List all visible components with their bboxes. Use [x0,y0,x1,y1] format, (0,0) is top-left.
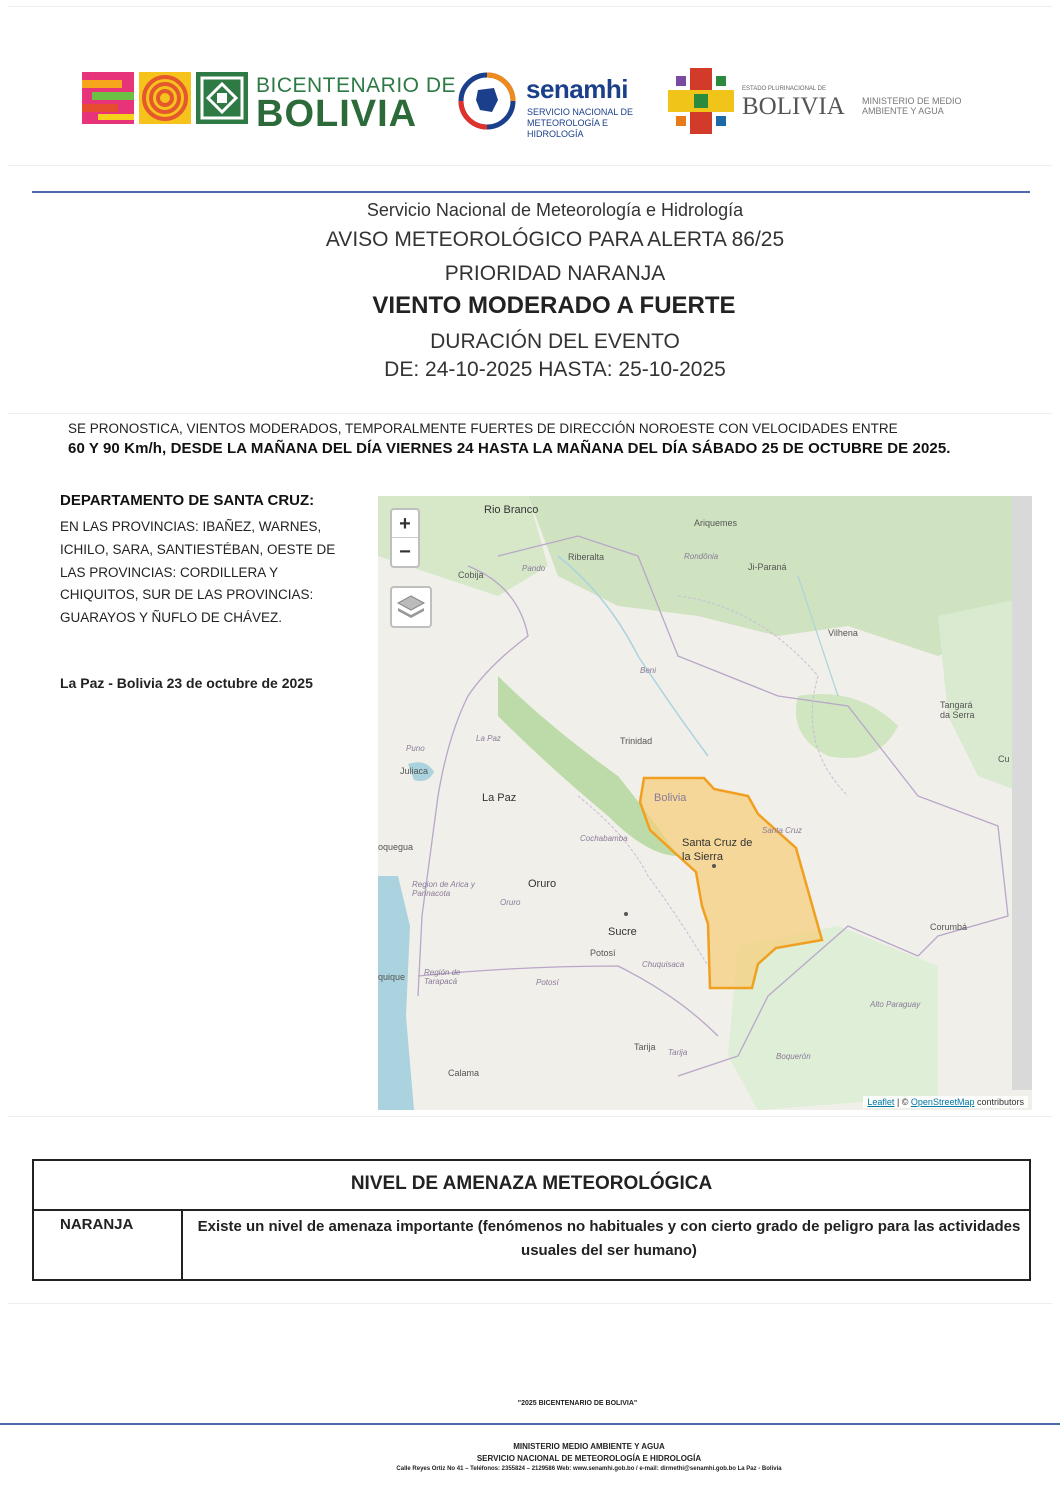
estado-small-label: ESTADO PLURINACIONAL DE [742,86,827,92]
forecast-text: SE PRONOSTICA, VIENTOS MODERADOS, TEMPORALMENTE FUERTES DE DIRECCIÓN NOROESTE CON VELOCIDADES ENTRE [68,421,898,436]
map-label-calama: Calama [448,1068,480,1078]
map-label-cochabamba: Cochabamba [580,834,628,843]
place-date: La Paz - Bolivia 23 de octubre de 2025 [60,675,313,691]
map-label-chuquisaca: Chuquisaca [642,960,685,969]
department-title: DEPARTAMENTO DE SANTA CRUZ: [60,492,315,509]
institution-name: Servicio Nacional de Meteorología e Hidrología [366,200,744,220]
map-label-corumba: Corumbá [930,922,968,932]
map-label-iquique: quique [378,972,406,982]
map-canvas [378,496,1032,1110]
threat-level-description: Existe un nivel de amenaza importante (fenómenos no habituales y con cierto grado de peligro para las actividades usuales del ser humano) [197,1218,1021,1259]
pacific-ocean [378,876,414,1110]
map-label-region-arica: Region de Arica y Parinacota [412,880,475,898]
zoom-control [390,508,420,568]
layers-button[interactable] [390,586,432,628]
threat-level-value: NARANJA [34,1211,183,1279]
bicentenario-flag-icon [82,72,134,124]
map-label-pando: Pando [522,564,546,573]
estado-mosaic-icon [668,68,734,134]
map-label-riberalta: Riberalta [568,552,605,562]
senamhi-logo [454,66,644,138]
openstreetmap-link[interactable]: OpenStreetMap [910,1097,975,1107]
senamhi-subtitle: SERVICIO NACIONAL DE METEOROLOGÍA E HIDROLOGÍA [527,107,634,139]
ministerio-label: MINISTERIO DE MEDIO AMBIENTE Y AGUA [862,96,962,116]
zoom-in-button[interactable]: + [392,510,418,538]
estado-big-label: BOLIVIA [742,93,845,120]
event-title: VIENTO MODERADO A FUERTE [372,292,736,319]
map-label-moquegua: oquegua [378,842,414,852]
header-logos [80,66,990,138]
map-label-alto-paraguay: Alto Paraguay [870,1000,921,1009]
beni-forest [796,694,898,758]
footer-service: SERVICIO NACIONAL DE METEOROLOGÍA E HIDROLOGÍA [476,1454,702,1463]
map-label-oruro-dept: Oruro [500,898,521,907]
map-label-ariquemes: Ariquemes [694,518,738,528]
border-west [418,566,528,996]
senamhi-name: senamhi [526,74,628,104]
footer-contact: Calle Reyes Ortiz No 41 – Teléfonos: 2355824 – 2129586 Web: www.senamhi.gob.bo / e-mail: dirmethi@senamhi.gob.bo La Paz - Bolivia [396,1466,782,1472]
map-label-sucre: Sucre [608,926,637,938]
map-label-beni: Beni [640,666,657,675]
forecast-highlight: 60 Y 90 Km/h, DESDE LA MAÑANA DEL DÍA VIERNES 24 HASTA LA MAÑANA DEL DÍA SÁBADO 25 DE OCTUBRE DE 2025. [68,440,951,457]
bicentenario-title-small: BICENTENARIO DE [256,74,457,97]
bicentenario-title-large: BOLIVIA [256,93,418,135]
map-label-trinidad: Trinidad [620,736,653,746]
duration-label: DURACIÓN DEL EVENTO [430,330,680,353]
duration-range: DE: 24-10-2025 HASTA: 25-10-2025 [384,358,726,381]
alert-map[interactable] [378,496,1032,1110]
estado-plurinacional-logo [662,66,992,138]
threat-table-header: NIVEL DE AMENAZA METEOROLÓGICA [34,1161,1029,1211]
footer-divider [0,1423,1060,1425]
map-label-bolivia: Bolivia [654,792,687,804]
map-label-potosi: Potosí [590,948,616,958]
map-label-rio-branco: Rio Branco [484,504,539,516]
map-label-juliaca: Juliaca [400,766,429,776]
map-label-cobija: Cobija [458,570,484,580]
leaflet-link[interactable]: Leaflet [867,1097,895,1107]
senamhi-globe-icon [458,72,516,130]
top-divider [8,6,1052,7]
sucre-dot [624,912,628,916]
footer-ministry: MINISTERIO MEDIO AMBIENTE Y AGUA [513,1442,665,1451]
map-label-vilhena: Vilhena [828,628,858,638]
bicentenario-logo [80,70,457,135]
map-label-boqueron: Boquerón [776,1052,811,1061]
santa-cruz-dot [712,864,716,868]
table-divider [8,1303,1052,1304]
map-label-la-paz: La Paz [482,792,517,804]
map-label-potosi-dept: Potosí [536,978,559,987]
notice-title: AVISO METEOROLÓGICO PARA ALERTA 86/25 [325,228,785,251]
map-attribution [863,1096,1028,1108]
zoom-out-button[interactable]: − [399,541,411,563]
bicentenario-spiral-icon [139,72,191,124]
map-label-santa-cruz: Santa Cruz de la Sierra [682,837,753,863]
map-label-puno: Puno [406,744,425,753]
map-label-tarapaca: Región de Tarapacá [424,968,461,986]
map-scrollbar[interactable] [1012,496,1032,1090]
attribution-separator: | © [894,1097,911,1107]
map-label-tarija: Tarija [634,1042,656,1052]
map-label-rondonia: Rondônia [684,552,719,561]
threat-level-table [32,1159,1031,1281]
layers-icon [392,588,430,626]
map-label-ji-parana: Ji-Paraná [748,562,787,572]
map-label-cu: Cu [998,754,1010,764]
forecast-divider [8,413,1052,414]
map-label-oruro: Oruro [528,878,557,890]
title-divider [32,191,1030,193]
footer-motto: "2025 BICENTENARIO DE BOLIVIA" [517,1400,638,1407]
map-label-la-paz-dept: La Paz [476,734,501,743]
priority-label: PRIORIDAD NARANJA [444,262,666,285]
header-divider [8,165,1052,166]
map-label-tangara: Tangará da Serra [940,700,975,720]
bicentenario-pattern-icon [196,72,248,124]
provinces-list: EN LAS PROVINCIAS: IBAÑEZ, WARNES, ICHILO, SARA, SANTIESTÉBAN, OESTE DE LAS PROVINCIAS: CORDILLERA Y CHIQUITOS, SUR DE LAS PROVINCIAS: GUARAYOS Y ÑUFLO DE CHÁVEZ. [60,519,336,626]
map-divider [8,1116,1052,1117]
map-label-tarija-dept: Tarija [668,1048,688,1057]
attribution-contributors: contributors [974,1097,1024,1107]
map-label-santa-cruz-dept: Santa Cruz [762,826,803,835]
